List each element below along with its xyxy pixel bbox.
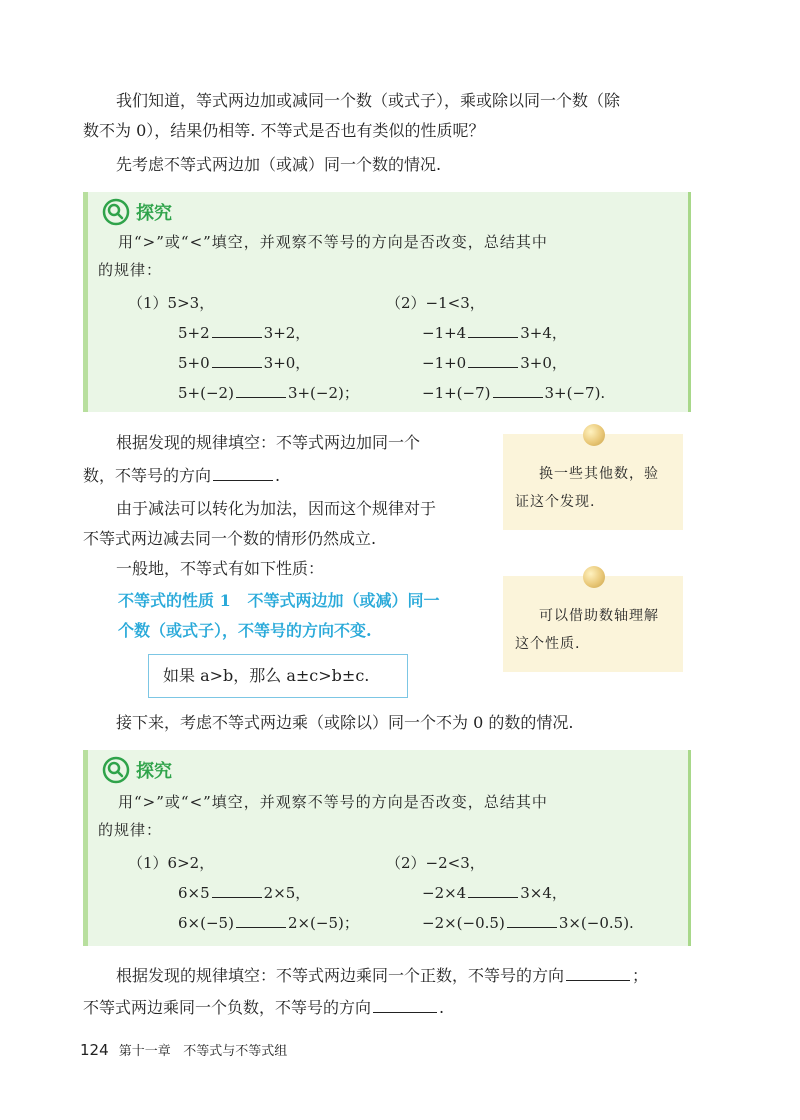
fill-blank[interactable] xyxy=(212,349,262,368)
explore-header xyxy=(102,756,172,784)
fill-blank[interactable] xyxy=(566,962,630,981)
exercise-column-left xyxy=(128,848,359,938)
intro-line-1: 我们知道，等式两边加或减同一个数（或式子），乘或除以同一个数（除 xyxy=(116,91,621,110)
explore-instruction-line-2: 的规律： xyxy=(98,821,163,839)
exercise-given: （1）5>3， xyxy=(128,294,215,312)
exercise-row: 5+0 3+0， xyxy=(128,348,359,378)
fill-blank[interactable] xyxy=(468,319,518,338)
exercise-row: −1+0 3+0， xyxy=(386,348,605,378)
property-label: 不等式的性质 1 xyxy=(118,591,231,610)
exercise-row: 5+2 3+2， xyxy=(128,318,359,348)
fill-blank[interactable] xyxy=(212,319,262,338)
explore-box-1 xyxy=(83,192,691,412)
exercise-column-left xyxy=(128,288,359,408)
margin-note-2 xyxy=(503,576,683,672)
exercise-given: （1）6>2， xyxy=(128,854,215,872)
fill-blank[interactable] xyxy=(236,379,286,398)
exercise-row: −1+4 3+4， xyxy=(386,318,605,348)
fill-blank[interactable] xyxy=(213,462,273,481)
exercise-given: （2）−1<3， xyxy=(386,294,485,312)
exercise-row: −2×(−0.5) 3×(−0.5). xyxy=(386,908,634,938)
explore-instruction-line-2: 的规律： xyxy=(98,261,163,279)
exercise-column-right xyxy=(386,288,605,408)
explore-header xyxy=(102,198,172,226)
explore-magnifier-icon xyxy=(102,198,130,226)
pushpin-icon xyxy=(583,566,605,588)
subtraction-line-2: 不等式两边减去同一个数的情形仍然成立. xyxy=(83,529,377,548)
explore-instruction-line-1: 用“>”或“<”填空，并观察不等号的方向是否改变，总结其中 xyxy=(118,793,548,811)
next-case-statement: 接下来，考虑不等式两边乘（或除以）同一个不为 0 的数的情况. xyxy=(116,713,574,732)
note-text: 换一些其他数，验 证这个发现. xyxy=(515,466,659,510)
chapter-label: 第十一章 xyxy=(118,1044,171,1059)
explore-instruction-line-1: 用“>”或“<”填空，并观察不等号的方向是否改变，总结其中 xyxy=(118,233,548,251)
page-footer xyxy=(80,1040,287,1059)
intro-line-2: 数不为 0），结果仍相等. 不等式是否也有类似的性质呢？ xyxy=(83,121,485,140)
explore-magnifier-icon xyxy=(102,756,130,784)
fill-line-1: 根据发现的规律填空：不等式两边加同一个 xyxy=(116,433,421,452)
fill-blank[interactable] xyxy=(468,879,518,898)
fill-blank[interactable] xyxy=(507,909,557,928)
explore-box-2 xyxy=(83,750,691,946)
exercise-given: （2）−2<3， xyxy=(386,854,485,872)
subtraction-line-1: 由于减法可以转化为加法，因而这个规律对于 xyxy=(116,499,437,518)
exercise-row: 5+(−2) 3+(−2)； xyxy=(128,378,359,408)
pushpin-icon xyxy=(583,424,605,446)
final-fill-line-2: 不等式两边乘同一个负数，不等号的方向 . xyxy=(83,994,444,1021)
fill-blank[interactable] xyxy=(493,379,543,398)
margin-note-1 xyxy=(503,434,683,530)
exercise-row: −2×4 3×4， xyxy=(386,878,634,908)
fill-blank[interactable] xyxy=(373,994,437,1013)
general-statement: 一般地，不等式有如下性质： xyxy=(116,559,325,578)
exercise-row: 6×(−5) 2×(−5)； xyxy=(128,908,359,938)
property-1: 不等式的性质 1 不等式两边加（或减）同一 个数（或式子），不等号的方向不变. xyxy=(118,591,440,640)
explore-title: 探究 xyxy=(136,761,172,782)
fill-blank[interactable] xyxy=(236,909,286,928)
intro-paragraph-2: 先考虑不等式两边加（或减）同一个数的情况. xyxy=(116,155,442,174)
exercise-row: −1+(−7) 3+(−7). xyxy=(386,378,605,408)
formula-box: 如果 a>b，那么 a±c>b±c. xyxy=(148,654,408,698)
note-text: 可以借助数轴理解 这个性质. xyxy=(515,608,659,652)
fill-blank[interactable] xyxy=(468,349,518,368)
exercise-row: 6×5 2×5， xyxy=(128,878,359,908)
exercise-column-right xyxy=(386,848,634,938)
fill-line-2: 数，不等号的方向 . xyxy=(83,462,280,489)
explore-title: 探究 xyxy=(136,203,172,224)
chapter-title: 不等式与不等式组 xyxy=(183,1044,288,1059)
fill-blank[interactable] xyxy=(212,879,262,898)
page-number: 124 xyxy=(80,1041,109,1059)
final-fill-line-1: 根据发现的规律填空：不等式两边乘同一个正数，不等号的方向 ； xyxy=(116,962,648,989)
